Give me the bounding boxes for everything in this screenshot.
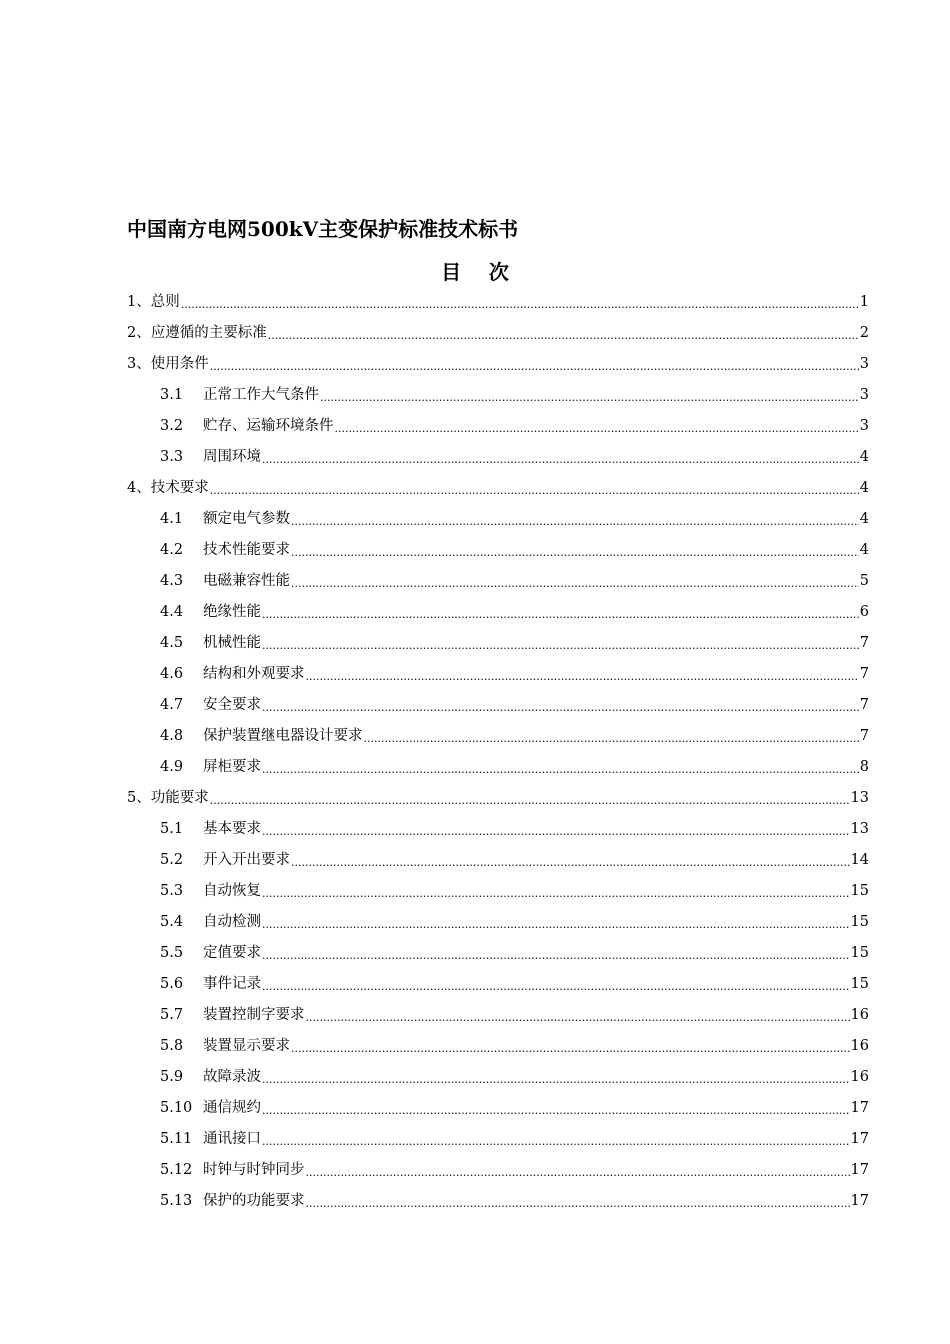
toc-dot-leader (262, 444, 859, 475)
toc-entry-label: 技术要求 (150, 480, 209, 496)
toc-entry[interactable] (127, 752, 869, 783)
toc-entry-page-number: 15 (850, 976, 869, 992)
toc-entry-number: 3.2 (160, 418, 184, 434)
toc-entry-number: 3.1 (160, 387, 184, 403)
toc-entry-page-number: 4 (859, 542, 869, 558)
toc-entry-page-number: 17 (850, 1100, 869, 1116)
toc-entry[interactable] (127, 1093, 869, 1124)
toc-entry[interactable] (127, 938, 869, 969)
toc-entry-number: 4.5 (160, 635, 184, 651)
toc-entry-number: 5.1 (160, 821, 184, 837)
toc-entry-page-number: 15 (850, 945, 869, 961)
toc-entry-page-number: 7 (859, 635, 869, 651)
toc-dot-leader (262, 1095, 850, 1126)
toc-dot-leader (306, 1188, 850, 1219)
toc-entry-page-number: 6 (859, 604, 869, 620)
toc-entry-number: 5.10 (160, 1100, 193, 1116)
toc-entry-number: 1、 (127, 294, 151, 310)
toc-entry-label: 自动检测 (203, 914, 261, 930)
toc-entry-number: 5.12 (160, 1162, 193, 1178)
toc-entry-page-number: 7 (859, 697, 869, 713)
toc-entry-number: 5.11 (160, 1131, 193, 1147)
toc-dot-leader (181, 289, 859, 320)
toc-entry-label: 事件记录 (203, 976, 261, 992)
toc-dot-leader (262, 878, 850, 909)
toc-entry[interactable] (127, 876, 869, 907)
toc-entry[interactable] (127, 535, 869, 566)
toc-entry-number: 5.5 (160, 945, 184, 961)
toc-dot-leader (210, 351, 859, 382)
toc-dot-leader (262, 630, 859, 661)
toc-entry-page-number: 3 (859, 387, 869, 403)
toc-dot-leader (262, 909, 850, 940)
toc-entry-number: 4.4 (160, 604, 184, 620)
toc-entry-number: 4.1 (160, 511, 184, 527)
toc-entry-page-number: 4 (859, 511, 869, 527)
toc-entry-label: 技术性能要求 (203, 542, 290, 558)
toc-entry-number: 5.13 (160, 1193, 193, 1209)
toc-dot-leader (262, 1064, 850, 1095)
toc-entry-page-number: 13 (850, 790, 869, 806)
toc-dot-leader (210, 475, 859, 506)
toc-entry-number: 5.9 (160, 1069, 184, 1085)
toc-entry-label: 使用条件 (150, 356, 209, 372)
toc-entry-number: 4.2 (160, 542, 184, 558)
toc-entry-page-number: 4 (859, 480, 869, 496)
toc-entry-label: 机械性能 (203, 635, 261, 651)
toc-entry-page-number: 16 (850, 1007, 869, 1023)
toc-entry-number: 2、 (127, 325, 151, 341)
toc-entry-number: 5.3 (160, 883, 184, 899)
toc-dot-leader (262, 599, 859, 630)
toc-entry-label: 应遵循的主要标准 (150, 325, 267, 341)
toc-entry[interactable] (127, 380, 869, 411)
toc-entry-label: 绝缘性能 (203, 604, 261, 620)
toc-entry-number: 3、 (127, 356, 151, 372)
toc-entry[interactable] (127, 1031, 869, 1062)
toc-dot-leader (262, 971, 850, 1002)
toc-entry-number: 4.7 (160, 697, 184, 713)
toc-dot-leader (364, 723, 859, 754)
toc-entry-number: 3.3 (160, 449, 184, 465)
toc-dot-leader (291, 568, 859, 599)
toc-entry-label: 通讯接口 (203, 1131, 261, 1147)
toc-dot-leader (262, 754, 859, 785)
toc-entry[interactable] (127, 442, 869, 473)
toc-entry[interactable] (127, 690, 869, 721)
toc-entry-label: 总则 (150, 294, 180, 310)
toc-entry-number: 5、 (127, 790, 151, 806)
toc-entry-number: 4.8 (160, 728, 184, 744)
toc-dot-leader (335, 413, 859, 444)
toc-entry-number: 4.3 (160, 573, 184, 589)
toc-entry-label: 保护的功能要求 (203, 1193, 305, 1209)
toc-entry[interactable] (127, 349, 869, 380)
toc-entry-label: 开入开出要求 (203, 852, 290, 868)
toc-entry-number: 5.2 (160, 852, 184, 868)
toc-dot-leader (262, 816, 850, 847)
toc-entry-label: 装置控制字要求 (203, 1007, 305, 1023)
toc-entry-page-number: 4 (859, 449, 869, 465)
toc-entry-label: 保护装置继电器设计要求 (203, 728, 363, 744)
toc-entry-page-number: 7 (859, 666, 869, 682)
toc-entry[interactable] (127, 628, 869, 659)
toc-entry[interactable] (127, 411, 869, 442)
toc-entry-page-number: 14 (850, 852, 869, 868)
toc-entry[interactable] (127, 473, 869, 504)
toc-entry[interactable] (127, 814, 869, 845)
toc-entry-page-number: 16 (850, 1069, 869, 1085)
toc-entry-page-number: 1 (859, 294, 869, 310)
toc-entry-label: 安全要求 (203, 697, 261, 713)
toc-entry-number: 5.8 (160, 1038, 184, 1054)
toc-entry-number: 4.9 (160, 759, 184, 775)
toc-entry[interactable] (127, 597, 869, 628)
toc-entry-page-number: 7 (859, 728, 869, 744)
toc-entry-page-number: 17 (850, 1193, 869, 1209)
toc-dot-leader (306, 1157, 850, 1188)
toc-entry-number: 5.4 (160, 914, 184, 930)
toc-entry-number: 4、 (127, 480, 151, 496)
toc-entry[interactable] (127, 721, 869, 752)
toc-dot-leader (268, 320, 859, 351)
toc-entry-label: 贮存、运输环境条件 (203, 418, 334, 434)
toc-dot-leader (262, 692, 859, 723)
toc-entry-label: 电磁兼容性能 (203, 573, 290, 589)
toc-entry-number: 5.6 (160, 976, 184, 992)
toc-entry-page-number: 8 (859, 759, 869, 775)
toc-entry-page-number: 3 (859, 356, 869, 372)
toc-dot-leader (291, 537, 859, 568)
toc-entry-page-number: 5 (859, 573, 869, 589)
toc-entry-label: 功能要求 (150, 790, 209, 806)
toc-entry[interactable] (127, 845, 869, 876)
toc-dot-leader (262, 940, 850, 971)
toc-entry[interactable] (127, 659, 869, 690)
toc-entry[interactable] (127, 318, 869, 349)
toc-dot-leader (306, 661, 859, 692)
toc-entry[interactable] (127, 1124, 869, 1155)
toc-heading: 目 次 (441, 260, 509, 284)
toc-entry[interactable] (127, 783, 869, 814)
toc-entry-page-number: 15 (850, 883, 869, 899)
toc-entry-label: 故障录波 (203, 1069, 261, 1085)
toc-entry[interactable] (127, 1000, 869, 1031)
toc-entry[interactable] (127, 504, 869, 535)
toc-entry-label: 额定电气参数 (203, 511, 290, 527)
toc-entry-page-number: 2 (859, 325, 869, 341)
toc-dot-leader (291, 847, 850, 878)
toc-dot-leader (210, 785, 850, 816)
toc-entry[interactable] (127, 566, 869, 597)
document-title: 中国南方电网500kV主变保护标准技术标书 (127, 217, 519, 241)
table-of-contents (127, 287, 869, 1217)
toc-entry[interactable] (127, 1062, 869, 1093)
toc-entry-label: 周围环境 (203, 449, 261, 465)
toc-entry[interactable] (127, 969, 869, 1000)
toc-dot-leader (291, 506, 859, 537)
toc-entry-label: 装置显示要求 (203, 1038, 290, 1054)
toc-entry-page-number: 13 (850, 821, 869, 837)
toc-entry-label: 基本要求 (203, 821, 261, 837)
toc-entry-page-number: 3 (859, 418, 869, 434)
toc-entry[interactable] (127, 287, 869, 318)
toc-entry-label: 时钟与时钟同步 (203, 1162, 305, 1178)
toc-dot-leader (291, 1033, 850, 1064)
toc-entry-label: 自动恢复 (203, 883, 261, 899)
toc-entry-page-number: 17 (850, 1162, 869, 1178)
toc-dot-leader (262, 1126, 850, 1157)
toc-entry-label: 结构和外观要求 (203, 666, 305, 682)
toc-entry-label: 屏柜要求 (203, 759, 261, 775)
toc-entry-page-number: 17 (850, 1131, 869, 1147)
toc-entry-label: 通信规约 (203, 1100, 261, 1116)
toc-dot-leader (320, 382, 859, 413)
toc-entry-label: 正常工作大气条件 (203, 387, 319, 403)
toc-dot-leader (306, 1002, 850, 1033)
toc-entry[interactable] (127, 907, 869, 938)
toc-entry-label: 定值要求 (203, 945, 261, 961)
toc-entry-number: 4.6 (160, 666, 184, 682)
toc-entry-page-number: 15 (850, 914, 869, 930)
toc-entry[interactable] (127, 1155, 869, 1186)
toc-entry[interactable] (127, 1186, 869, 1217)
toc-entry-number: 5.7 (160, 1007, 184, 1023)
toc-entry-page-number: 16 (850, 1038, 869, 1054)
